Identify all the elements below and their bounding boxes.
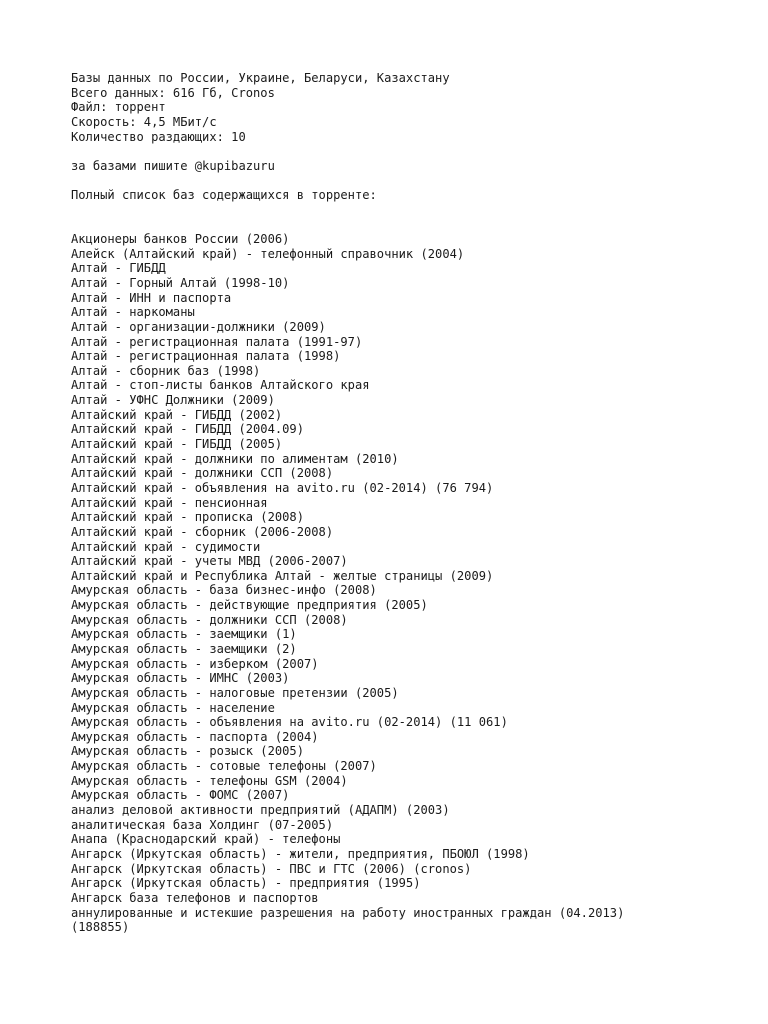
list-item: Анапа (Краснодарский край) - телефоны — [71, 832, 341, 847]
list-item: Алтайский край - судимости — [71, 539, 261, 554]
list-item: Амурская область - ФОМС (2007) — [71, 788, 290, 803]
document-title: Базы данных по России, Украине, Беларуси, Казахстану — [71, 71, 450, 85]
list-item: Амурская область - действующие предприятия (2005) — [71, 598, 428, 613]
spacer — [71, 173, 711, 188]
list-item: Алтай - наркоманы — [71, 305, 195, 320]
total-size: Всего данных: 616 Гб, Cronos — [71, 85, 275, 100]
list-item: Алтайский край и Республика Алтай - желтые страницы (2009) — [71, 568, 494, 583]
list-item: Амурская область - объявления на avito.ru (02-2014) (11 061) — [71, 715, 508, 730]
list-item: Алтай - сборник баз (1998) — [71, 363, 261, 378]
document-page — [71, 71, 711, 935]
list-item: Алтай - организации-должники (2009) — [71, 319, 326, 334]
list-item: Ангарск (Иркутская область) - предприятия (1995) — [71, 876, 421, 891]
list-item: Амурская область - заемщики (2) — [71, 642, 297, 656]
list-item: Алтайский край - пенсионная — [71, 495, 268, 510]
list-item: Амурская область - телефоны GSM (2004) — [71, 773, 348, 788]
list-item: Ангарск база телефонов и паспортов — [71, 890, 319, 905]
list-item: Амурская область - население — [71, 700, 275, 715]
list-item: Алтайский край - ГИБДД (2005) — [71, 437, 283, 452]
list-item: Алтай - регистрационная палата (1991-97) — [71, 334, 363, 349]
list-item: Акционеры банков России (2006) — [71, 232, 290, 247]
list-item: Амурская область - паспорта (2004) — [71, 729, 319, 744]
list-item: Амурская область - ИМНС (2003) — [71, 671, 290, 686]
list-item: Алтайский край - сборник (2006-2008) — [71, 524, 334, 539]
list-item: Алтай - ГИБДД — [71, 261, 166, 276]
list-item: Алтайский край - учеты МВД (2006-2007) — [71, 554, 348, 569]
spacer — [71, 203, 711, 232]
list-item: Алтайский край - должники ССП (2008) — [71, 466, 334, 481]
list-item: Алтайский край - ГИБДД (2002) — [71, 407, 283, 422]
list-item: Алтай - Горный Алтай (1998-10) — [71, 275, 290, 290]
seeders-count: Количество раздающих: 10 — [71, 129, 246, 144]
list-item: Ангарск (Иркутская область) - жители, предприятия, ПБОЮЛ (1998) — [71, 846, 530, 861]
list-item: Амурская область - налоговые претензии (2005) — [71, 685, 399, 700]
list-item: Амурская область - розыск (2005) — [71, 744, 304, 759]
list-item: Алтайский край - объявления на avito.ru (02-2014) (76 794) — [71, 480, 494, 495]
list-item: Алтайский край - должники по алиментам (2010) — [71, 451, 399, 466]
list-item: анализ деловой активности предприятий (АДАПМ) (2003) — [71, 803, 450, 818]
list-item: Амурская область - должники ССП (2008) — [71, 612, 348, 627]
list-item: Алтай - УФНС Должники (2009) — [71, 393, 275, 408]
list-item: аналитическая база Холдинг (07-2005) — [71, 817, 334, 832]
list-item: Амурская область - база бизнес-инфо (2008) — [71, 583, 377, 598]
list-item: Алтай - регистрационная палата (1998) — [71, 349, 341, 364]
list-item: Амурская область - изберком (2007) — [71, 656, 319, 671]
database-list — [71, 232, 711, 935]
list-item: Алтай - ИНН и паспорта — [71, 290, 232, 305]
list-item: Амурская область - сотовые телефоны (2007) — [71, 759, 377, 774]
list-item: Алтайский край - прописка (2008) — [71, 510, 304, 525]
download-speed: Скорость: 4,5 МБит/с — [71, 114, 217, 129]
contact-line: за базами пишите @kupibazuru — [71, 158, 275, 173]
list-item: Алтайский край - ГИБДД (2004.09) — [71, 422, 304, 437]
list-item: Алтай - стоп-листы банков Алтайского края — [71, 378, 370, 393]
list-item: Амурская область - заемщики (1) — [71, 627, 297, 642]
spacer — [71, 144, 711, 159]
list-item: (188855) — [71, 920, 130, 935]
list-item: Алейск (Алтайский край) - телефонный справочник (2004) — [71, 246, 465, 261]
file-type: Файл: торрент — [71, 100, 166, 115]
list-item: аннулированные и истекшие разрешения на работу иностранных граждан (04.2013) — [71, 905, 625, 920]
list-heading: Полный список баз содержащихся в торренте: — [71, 188, 377, 203]
list-item: Ангарск (Иркутская область) - ПВС и ГТС (2006) (cronos) — [71, 861, 472, 876]
